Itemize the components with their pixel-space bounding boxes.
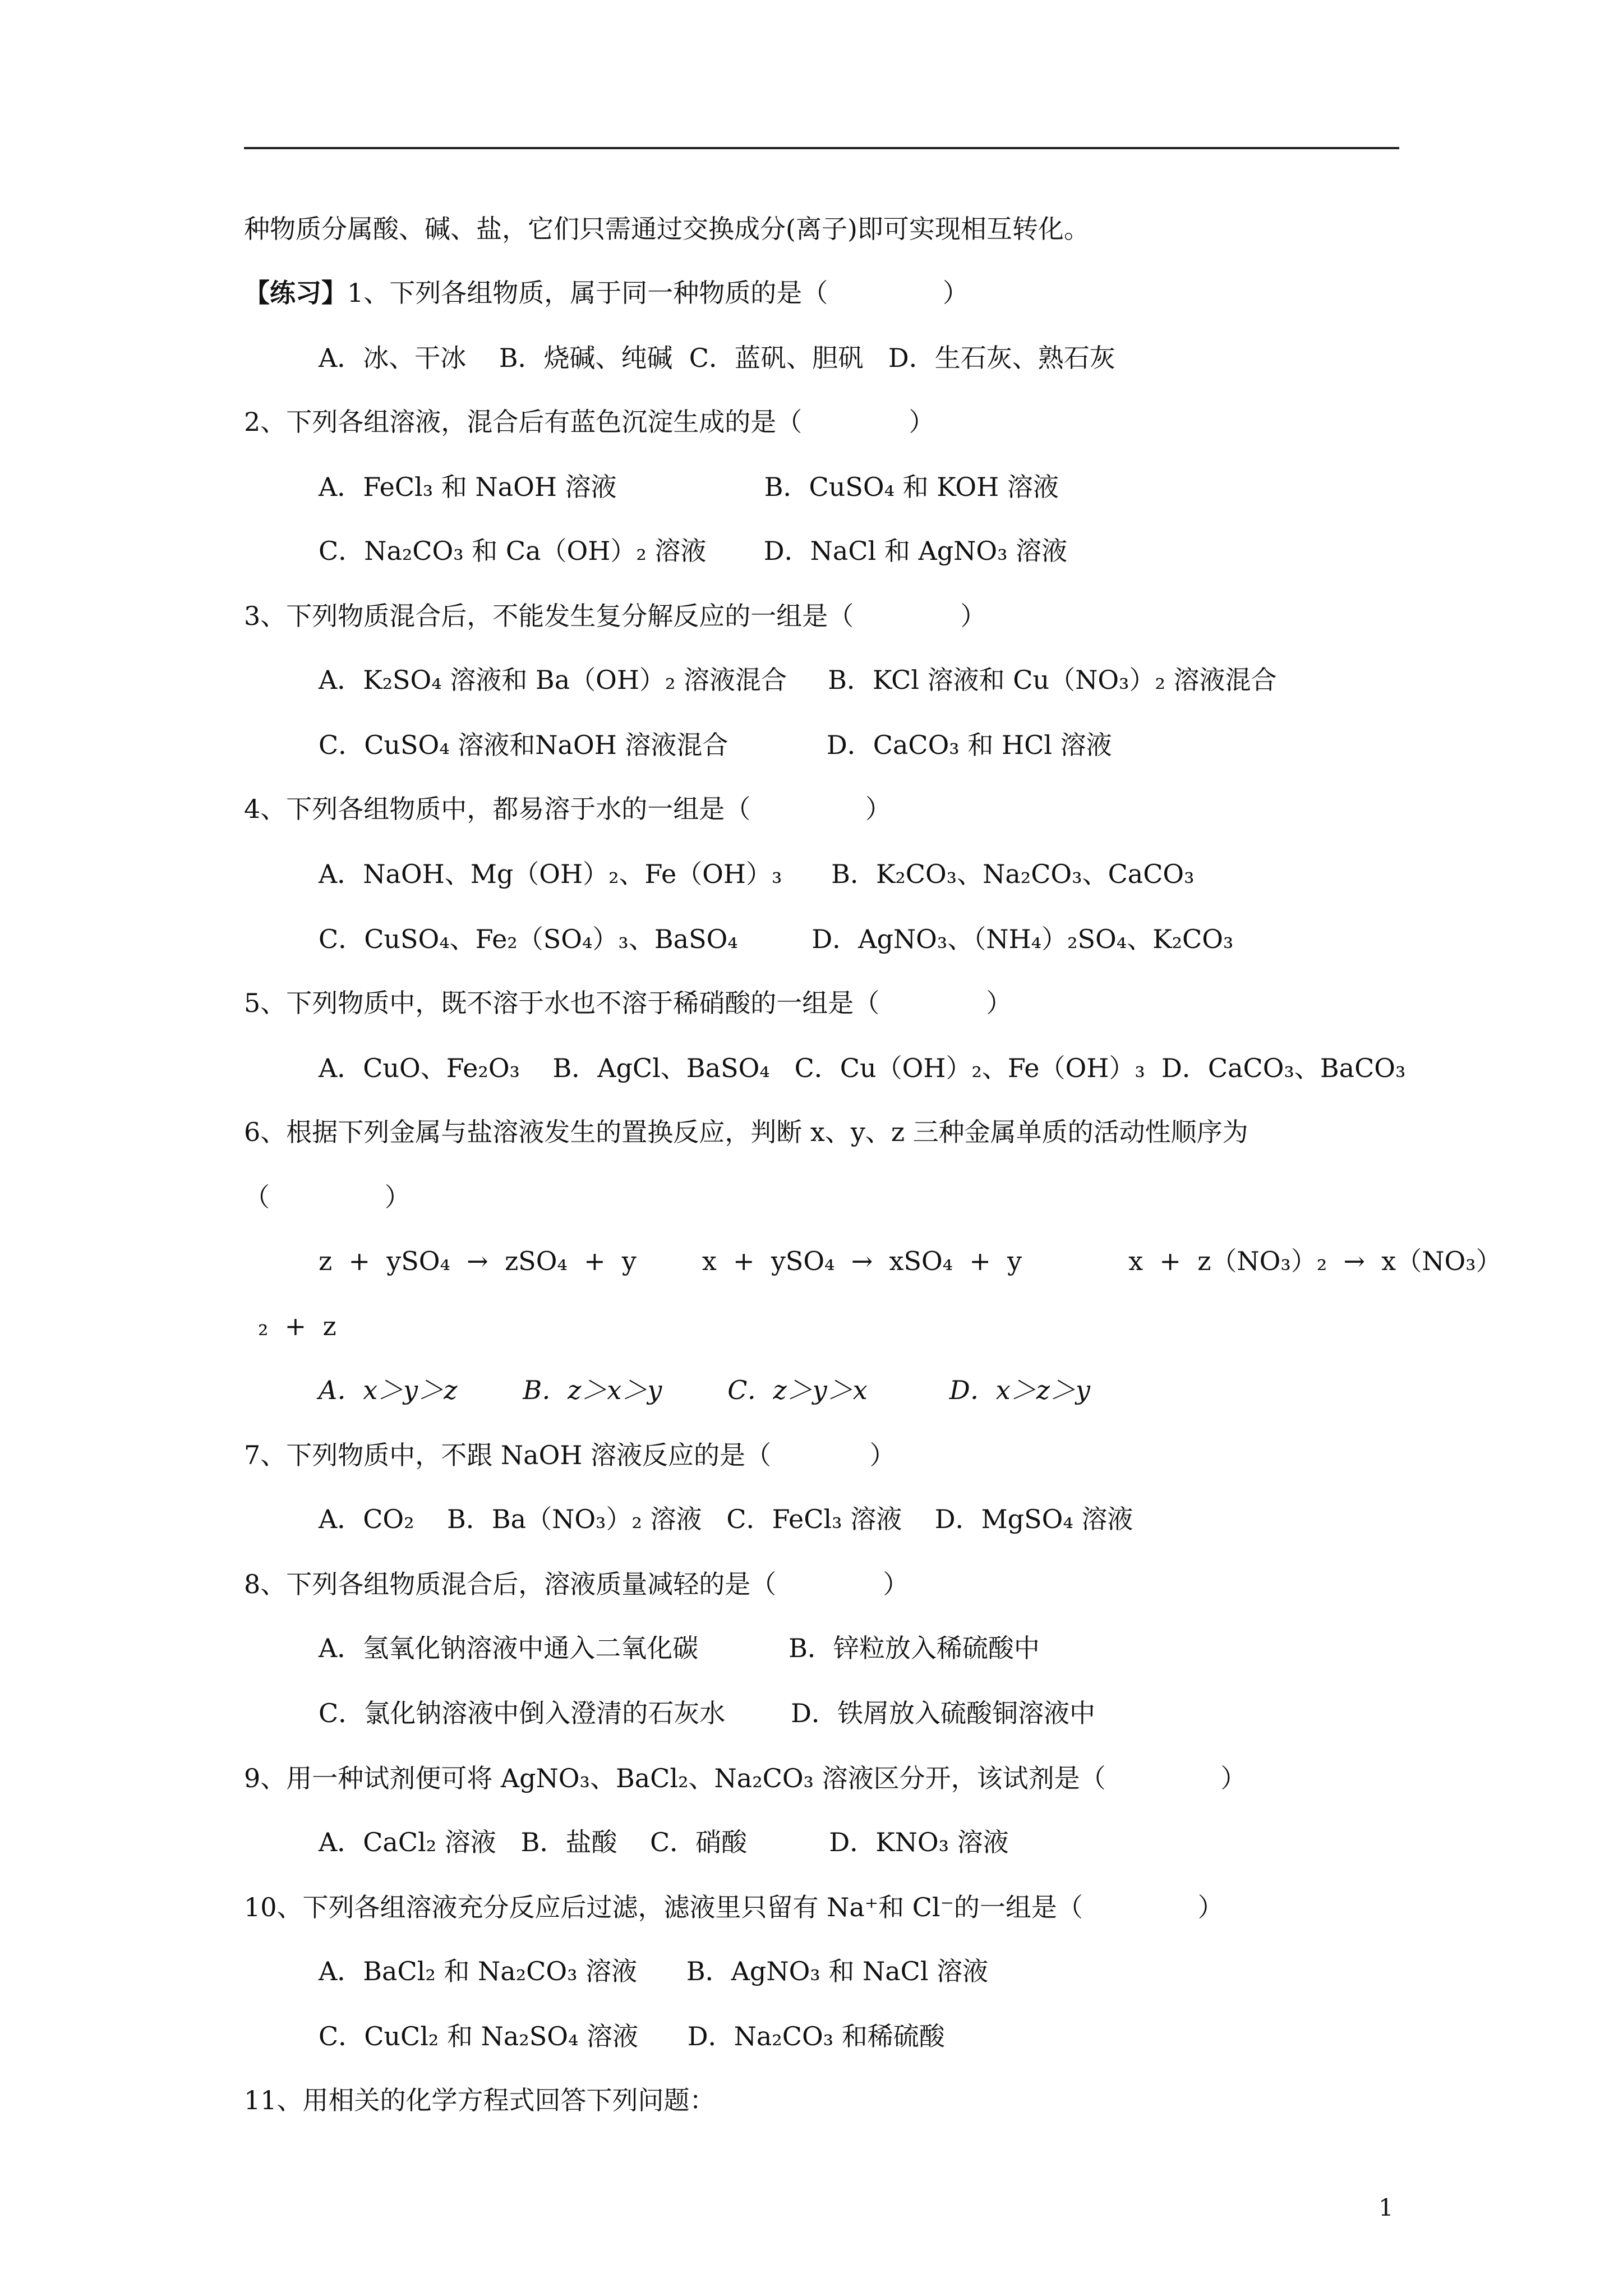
- header-rule: [244, 147, 1399, 149]
- q10-text: 10、下列各组溶液充分反应后过滤，滤液里只留有 Na⁺和 Cl⁻的一组是（ ）: [244, 1892, 1224, 1922]
- q3-options-cd: C．CuSO₄ 溶液和NaOH 溶液混合 D．CaCO₃ 和 HCl 溶液: [319, 730, 1112, 760]
- q4-options-ab: A．NaOH、Mg（OH）₂、Fe（OH）₃ B．K₂CO₃、Na₂CO₃、CaCO₃: [319, 859, 1195, 889]
- q10-options-ab: A．BaCl₂ 和 Na₂CO₃ 溶液 B．AgNO₃ 和 NaCl 溶液: [319, 1956, 989, 1986]
- q7-text: 7、下列物质中，不跟 NaOH 溶液反应的是（ ）: [244, 1440, 896, 1470]
- intro-line: 种物质分属酸、碱、盐，它们只需通过交换成分(离子)即可实现相互转化。: [244, 214, 1090, 244]
- page-number: 1: [1378, 2194, 1394, 2221]
- q6-bracket: （ ）: [244, 1182, 411, 1212]
- q3-text: 3、下列物质混合后，不能发生复分解反应的一组是（ ）: [244, 601, 986, 631]
- q6-equations-cont: ₂ + z: [258, 1311, 336, 1341]
- exercise-tag: 【练习】: [244, 278, 347, 308]
- q4-options-cd: C．CuSO₄、Fe₂（SO₄）₃、BaSO₄ D．AgNO₃、（NH₄）₂SO₄、K₂CO₃: [319, 924, 1234, 954]
- q11-text: 11、用相关的化学方程式回答下列问题：: [244, 2085, 716, 2115]
- q9-options: A．CaCl₂ 溶液 B．盐酸 C．硝酸 D．KNO₃ 溶液: [319, 1827, 1009, 1857]
- q5-options: A．CuO、Fe₂O₃ B．AgCl、BaSO₄ C．Cu（OH）₂、Fe（OH）₃ D．CaCO₃、BaCO₃: [319, 1053, 1406, 1083]
- q6-text: 6、根据下列金属与盐溶液发生的置换反应，判断 x、y、z 三种金属单质的活动性顺序为: [244, 1117, 1248, 1147]
- q2-options-ab: A．FeCl₃ 和 NaOH 溶液 B．CuSO₄ 和 KOH 溶液: [319, 472, 1059, 502]
- q2-text: 2、下列各组溶液，混合后有蓝色沉淀生成的是（ ）: [244, 407, 935, 437]
- q3-options-ab: A．K₂SO₄ 溶液和 Ba（OH）₂ 溶液混合 B．KCl 溶液和 Cu（NO₃）₂ 溶液混合: [319, 665, 1277, 695]
- q7-options: A．CO₂ B．Ba（NO₃）₂ 溶液 C．FeCl₃ 溶液 D．MgSO₄ 溶液: [319, 1504, 1133, 1534]
- q9-text: 9、用一种试剂便可将 AgNO₃、BaCl₂、Na₂CO₃ 溶液区分开，该试剂是（ ）: [244, 1763, 1247, 1793]
- q8-options-ab: A．氢氧化钠溶液中通入二氧化碳 B．锌粒放入稀硫酸中: [319, 1633, 1040, 1663]
- q2-options-cd: C．Na₂CO₃ 和 Ca（OH）₂ 溶液 D．NaCl 和 AgNO₃ 溶液: [319, 536, 1068, 566]
- q10-options-cd: C．CuCl₂ 和 Na₂SO₄ 溶液 D．Na₂CO₃ 和稀硫酸: [319, 2021, 945, 2051]
- q6-options: A．x＞y＞z B．z＞x＞y C．z＞y＞x D．x＞z＞y: [319, 1375, 1090, 1405]
- q5-text: 5、下列物质中，既不溶于水也不溶于稀硝酸的一组是（ ）: [244, 988, 1012, 1018]
- q1-line: [244, 276, 969, 310]
- q1-options: A．冰、干冰 B．烧碱、纯碱 C．蓝矾、胆矾 D．生石灰、熟石灰: [319, 343, 1115, 373]
- q8-options-cd: C．氯化钠溶液中倒入澄清的石灰水 D．铁屑放入硫酸铜溶液中: [319, 1698, 1096, 1728]
- q4-text: 4、下列各组物质中，都易溶于水的一组是（ ）: [244, 794, 891, 824]
- q8-text: 8、下列各组物质混合后，溶液质量减轻的是（ ）: [244, 1569, 909, 1599]
- q1-text: 1、下列各组物质，属于同一种物质的是（ ）: [347, 278, 969, 308]
- q6-equations: z + ySO₄ → zSO₄ + y x + ySO₄ → xSO₄ + y x + z（NO₃）₂ → x（NO₃）: [319, 1246, 1502, 1276]
